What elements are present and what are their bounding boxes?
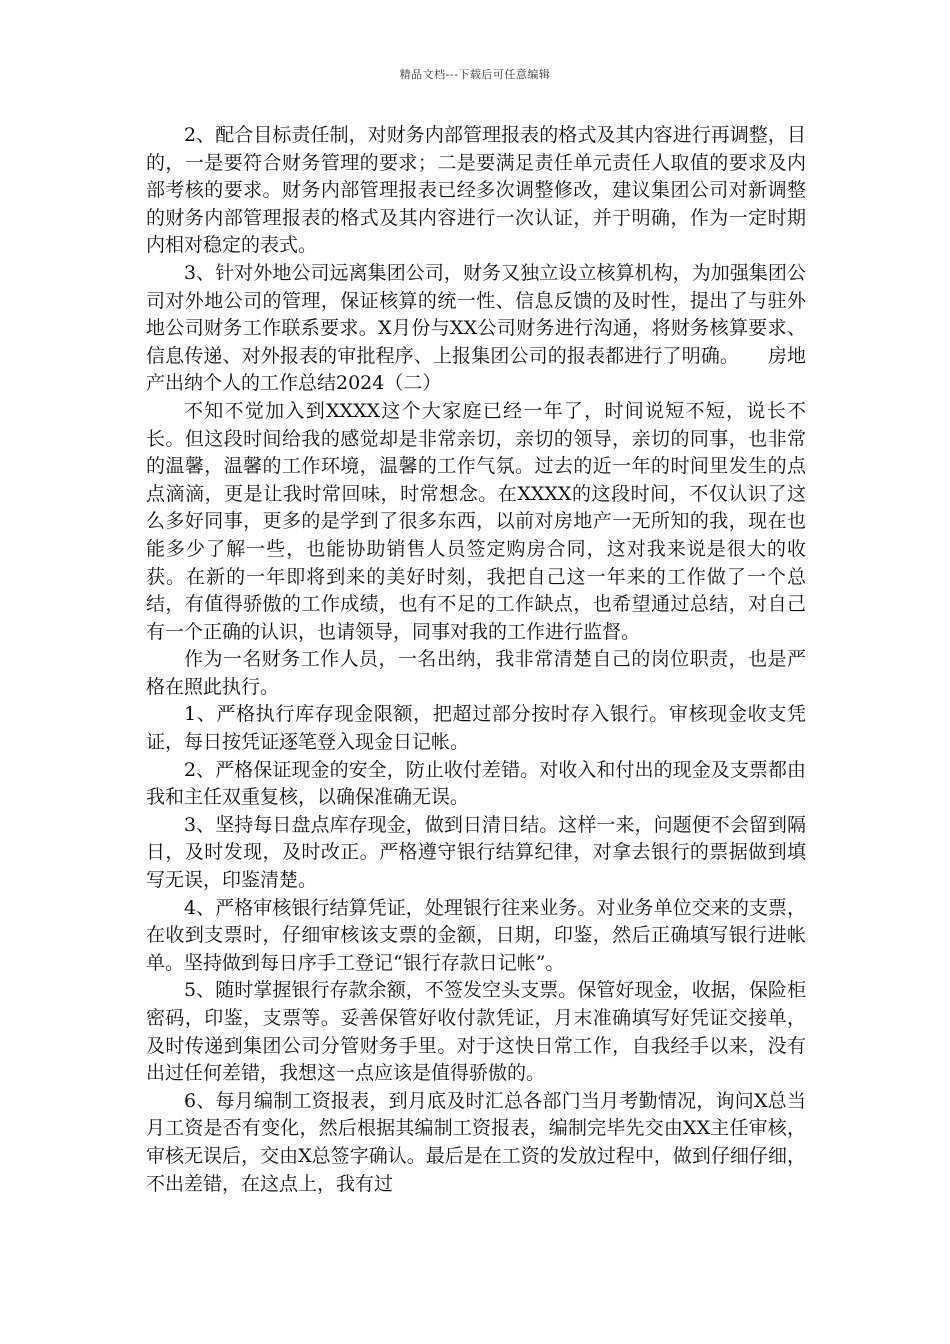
paragraph: 3、坚持每日盘点库存现金，做到日清日结。这样一来，问题便不会留到隔日，及时发现，及时改正。严格遵守银行结算纪律，对拿去银行的票据做到填写无误，印鉴清楚。 (146, 813, 806, 892)
paragraph: 2、严格保证现金的安全，防止收付差错。对收入和付出的现金及支票都由我和主任双重复核，以确保准确无误。 (146, 758, 806, 809)
document-body (146, 122, 806, 1198)
paragraph: 作为一名财务工作人员，一名出纳，我非常清楚自己的岗位职责，也是严格在照此执行。 (146, 648, 806, 698)
paragraph: 4、严格审核银行结算凭证，处理银行往来业务。对业务单位交来的支票，在收到支票时，仔细审核该支票的金额，日期，印鉴，然后正确填写银行进帐单。坚持做到每日序手工登记“银行存款日记帐”。 (146, 896, 806, 974)
paragraph: 2、配合目标责任制，对财务内部管理报表的格式及其内容进行再调整，目的，一是要符合财务管理的要求；二是要满足责任单元责任人取值的要求及内部考核的要求。财务内部管理报表已经多次调整修改，建议集团公司对新调整的财务内部管理报表的格式及其内容进行一次认证，并于明确，作为一定时期内相对稳定的表式。 (146, 124, 806, 257)
paragraph: 3、针对外地公司远离集团公司，财务又独立设立核算机构，为加强集团公司对外地公司的管理，保证核算的统一性、信息反馈的及时性，提出了与驻外地公司财务工作联系要求。X月份与XX公司财务进行沟通，将财务核算要求、信息传递、对外报表的审批程序、上报集团公司的报表都进行了明确。 房地产出纳个人的工作总结2024（二） (146, 261, 806, 395)
paragraph: 不知不觉加入到XXXX这个大家庭已经一年了，时间说短不短，说长不长。但这段时间给我的感觉却是非常亲切，亲切的领导，亲切的同事，也非常的温馨，温馨的工作环境，温馨的工作气氛。过去的近一年的时间里发生的点点滴滴，更是让我时常回味，时常想念。在XXXX的这段时间，不仅认识了这么多好同事，更多的是学到了很多东西，以前对房地产一无所知的我，现在也能多少了解一些，也能协助销售人员签定购房合同，这对我来说是很大的收获。在新的一年即将到来的美好时刻，我把自己这一年来的工作做了一个总结，有值得骄傲的工作成绩，也有不足的工作缺点，也希望通过总结，对自己有一个正确的认识，也请领导，同事对我的工作进行监督。 (146, 399, 806, 643)
page-header: 精品文档---下载后可任意编辑 (399, 68, 551, 81)
paragraph: 6、每月编制工资报表，到月底及时汇总各部门当月考勤情况，询问X总当月工资是否有变化，然后根据其编制工资报表，编制完毕先交由XX主任审核，审核无误后，交由X总签字确认。最后是在工资的发放过程中，做到仔细仔细，不出差错，在这点上，我有过 (146, 1089, 806, 1195)
paragraph: 1、严格执行库存现金限额，把超过部分按时存入银行。审核现金收支凭证，每日按凭证逐笔登入现金日记帐。 (146, 703, 806, 754)
paragraph: 5、随时掌握银行存款余额，不签发空头支票。保管好现金，收据，保险柜密码，印鉴，支票等。妥善保管好收付款凭证，月末准确填写好凭证交接单，及时传递到集团公司分管财务手里。对于这快日常工作，自我经手以来，没有出过任何差错，我想这一点应该是值得骄傲的。 (146, 979, 806, 1085)
